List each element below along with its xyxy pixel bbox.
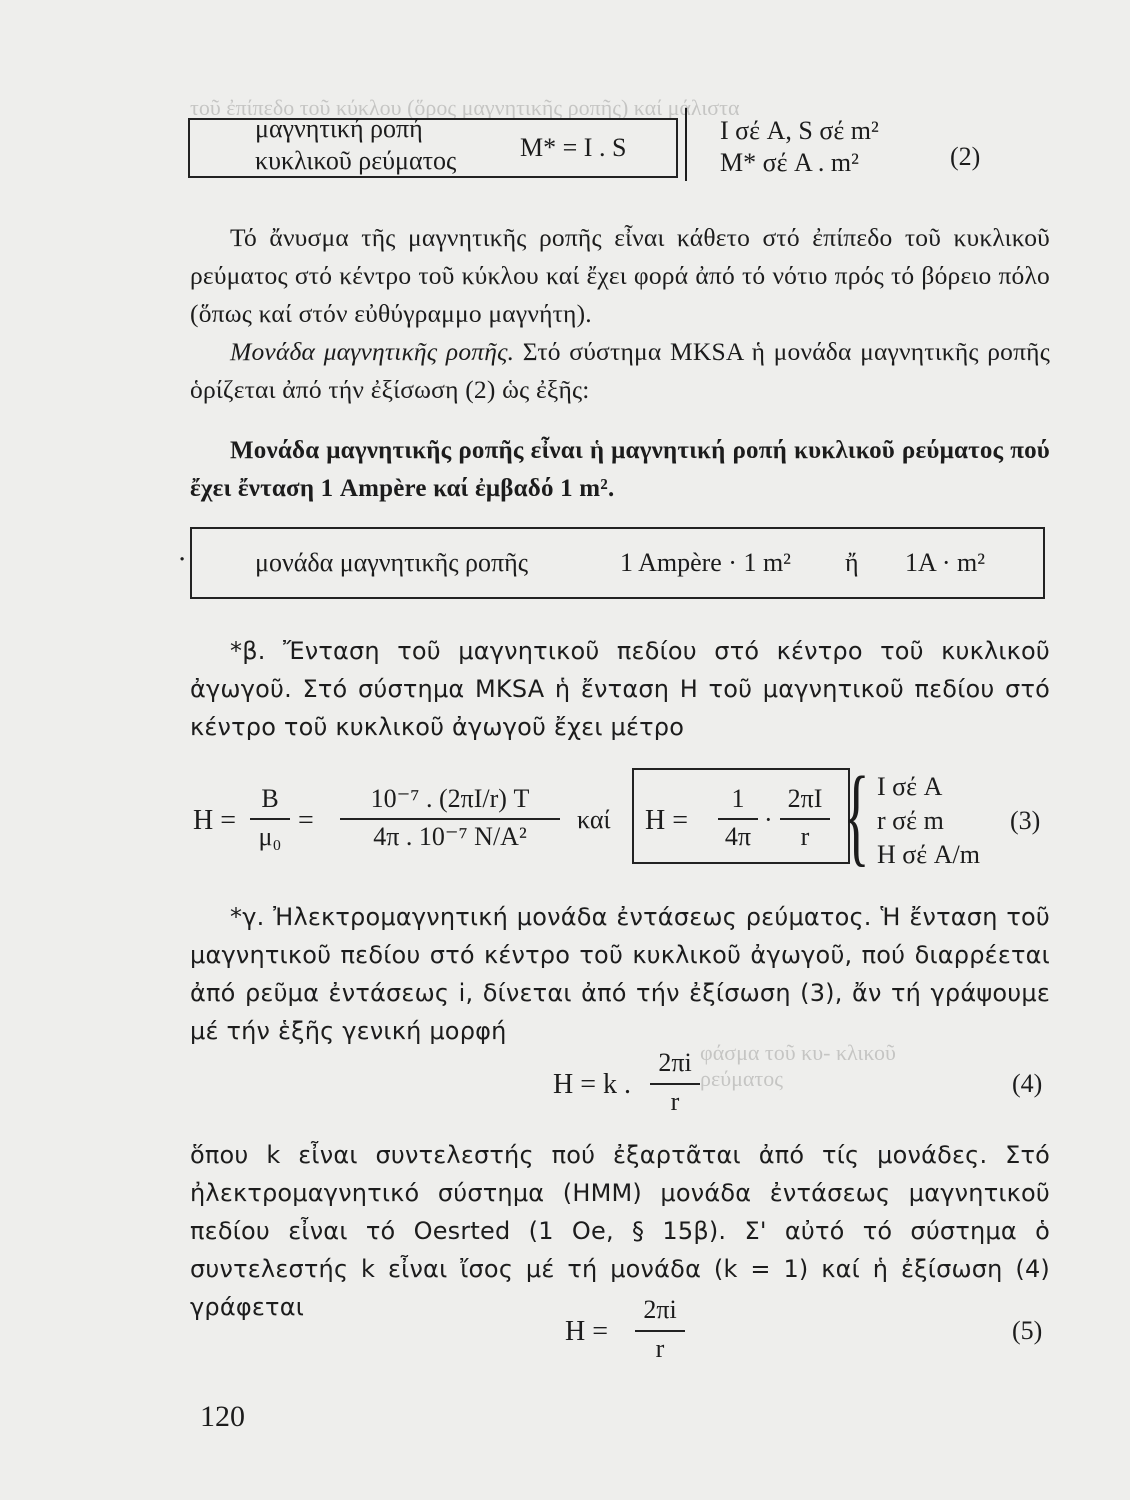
box1-units-line1: I σέ A, S σέ m² — [720, 116, 879, 145]
box2-label: μονάδα μαγνητικῆς ροπῆς — [255, 548, 529, 577]
bleed-through-text: τοῦ ἐπίπεδο τοῦ κύκλου (ὅρος μαγνητικῆς ροπῆς) καί μάλιστα — [190, 95, 740, 120]
eq4-number: (4) — [1012, 1069, 1043, 1098]
eq5-num: 2πi — [643, 1295, 677, 1324]
eq3-f1-bar — [250, 818, 290, 820]
page-number: 120 — [200, 1400, 245, 1433]
eq3-f1-den: μ₀ — [258, 822, 282, 851]
box1-formula: M* = I . S — [520, 133, 627, 162]
eq3-f2-bar — [340, 818, 560, 820]
paragraph-moment-unit-text — [190, 333, 1050, 409]
eq5-number: (5) — [1012, 1316, 1043, 1345]
eq3-number: (3) — [1010, 806, 1041, 835]
box1-eq-number: (2) — [950, 142, 981, 171]
section-gamma — [190, 898, 1050, 1050]
box2-or: ἤ — [845, 548, 859, 577]
box1-brace: | — [682, 94, 691, 182]
eq3-boxed-lhs: H = — [645, 805, 689, 836]
paragraph-moment-unit — [190, 333, 1050, 409]
box2-value: 1 Ampère · 1 m² — [620, 548, 791, 577]
eq3-f1-num: B — [261, 784, 279, 813]
box2-alt: 1A · m² — [905, 548, 986, 577]
eq4-den: r — [670, 1087, 680, 1116]
eq3-dot: · — [764, 805, 773, 834]
section-beta — [190, 632, 1050, 746]
paragraph-emu-system — [190, 1136, 1050, 1326]
box1-label-line1: μαγνητική ροπή — [255, 114, 423, 143]
eq3-units2: r σέ m — [877, 806, 944, 835]
section-beta-heading: *β. Ἔνταση τοῦ μαγνητικοῦ πεδίου στό κέντρο τοῦ κυκλικοῦ ἀγωγοῦ. — [190, 637, 1050, 703]
bullet-dot: · — [178, 545, 187, 575]
box1-label-line2: κυκλικοῦ ρεύματος — [255, 146, 457, 175]
eq5-bar — [635, 1330, 685, 1332]
eq5-lhs: H = — [565, 1316, 609, 1347]
bleed-through-figure: φάσμα τοῦ κυ- κλικοῦ ρεύματος — [700, 1040, 896, 1091]
eq3-kai: καί — [577, 805, 611, 834]
eq3-b-f2-den: r — [800, 822, 810, 851]
section-gamma-text — [190, 898, 1050, 1050]
paragraph-emu-system-text: ὅπου k εἶναι συντελεστής πού ἐξαρτᾶται ἀπό τίς μονάδες. Στό ἠλεκτρομαγνητικό σύστημα (HMM) μονάδα ἐντάσεως μαγνητικοῦ πεδίου εἶναι τό Oesrted (1 Oe, § 15β). Σ' αὐτό τό σύστημα ὁ συντελεστής k εἶναι ἴσος μέ τή μονάδα (k = 1) καί ἡ ἐξίσωση (4) γράφεται — [190, 1141, 1050, 1321]
eq3-units1: I σέ A — [877, 772, 943, 801]
eq3-b-f1-num: 1 — [731, 784, 745, 813]
section-gamma-heading: *γ. Ἠλεκτρομαγνητική μονάδα ἐντάσεως ρεύματος. — [230, 903, 872, 931]
eq4-num: 2πi — [658, 1048, 692, 1077]
eq3-f2-den: 4π . 10⁻⁷ N/A² — [373, 822, 527, 851]
moment-unit-heading: Μονάδα μαγνητικῆς ροπῆς. — [230, 337, 515, 366]
eq3-b-f1-bar — [718, 818, 758, 820]
eq3-units3: H σέ A/m — [877, 840, 980, 869]
eq4-bar — [650, 1083, 700, 1085]
paragraph-moment-vector — [190, 219, 1050, 333]
section-gamma-body: Ἡ ἔνταση τοῦ μαγνητικοῦ πεδίου στό κέντρο τοῦ κυκλικοῦ ἀγωγοῦ, πού διαρρέεται ἀπό ρεῦμα ἐντάσεως i, δίνεται ἀπό τήν ἐξίσωση (3), ἄν τή γράψουμε μέ τήν ἑξῆς γενική μορφή — [190, 903, 1050, 1045]
box1-units-line2: M* σέ A . m² — [720, 148, 859, 177]
eq3-b-f2-num: 2πI — [787, 784, 823, 813]
moment-unit-body: Στό σύστημα MKSA ἡ μονάδα μαγνητικῆς ροπῆς ὁρίζεται ἀπό τήν ἐξίσωση (2) ὡς ἐξῆς: — [190, 337, 1050, 404]
eq3-brace: { — [843, 754, 870, 876]
section-beta-text — [190, 632, 1050, 746]
section-beta-body: Στό σύστημα MKSA ἡ ἔνταση H τοῦ μαγνητικοῦ πεδίου στό κέντρο τοῦ κυκλικοῦ ἀγωγοῦ ἔχει μέτρο — [190, 675, 1050, 741]
eq3-b-f2-bar — [780, 818, 830, 820]
eq3-b-f1-den: 4π — [724, 822, 752, 851]
definition-block — [190, 432, 1050, 508]
eq4-lhs: H = k . — [553, 1069, 632, 1100]
eq3-eq-sign: = — [298, 805, 314, 836]
eq3-lhs: H = — [193, 805, 237, 836]
eq5-den: r — [655, 1334, 665, 1363]
eq3-f2-num: 10⁻⁷ . (2πI/r) T — [370, 784, 530, 813]
paragraph-moment-vector-text: Τό ἄνυσμα τῆς μαγνητικῆς ροπῆς εἶναι κάθετο στό ἐπίπεδο τοῦ κυκλικοῦ ρεύματος στό κέντρο τοῦ κύκλου καί ἔχει φορά ἀπό τό νότιο πρός τό βόρειο πόλο (ὅπως καί στόν εὐθύγραμμο μαγνήτη). — [190, 223, 1050, 328]
definition-text: Μονάδα μαγνητικῆς ροπῆς εἶναι ἡ μαγνητική ροπή κυκλικοῦ ρεύματος πού ἔχει ἔνταση 1 Ampère καί ἐμβαδό 1 m². — [190, 437, 1050, 502]
